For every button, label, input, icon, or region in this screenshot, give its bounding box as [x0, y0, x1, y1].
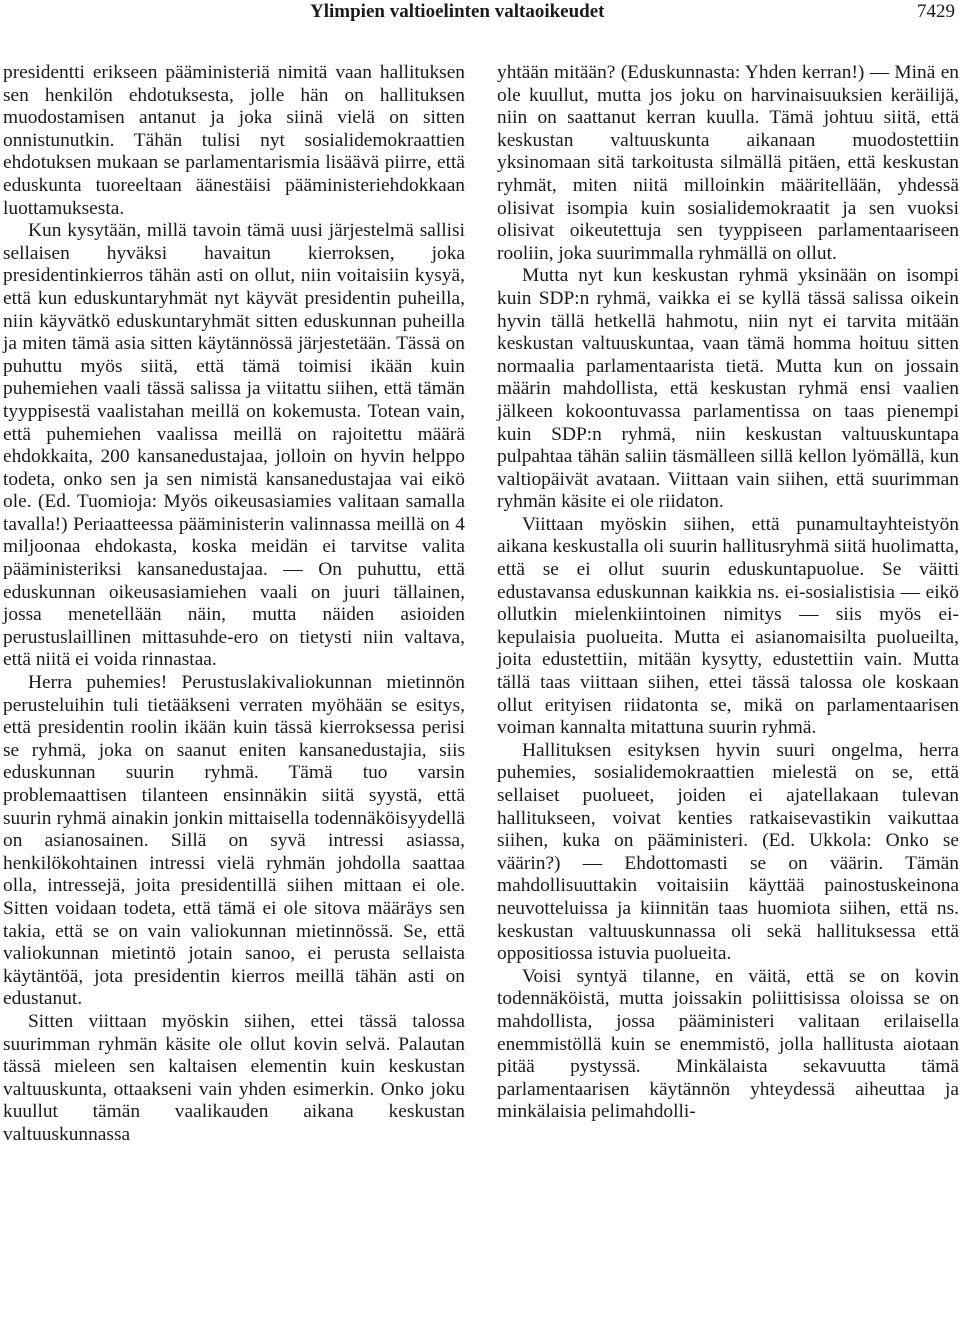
- paragraph: presidentti erikseen pääministeriä nimitä vaan hallituksen sen henkilön ehdotuksesta, jolle hän on hallituksen muodostamisen antanut ja joka siinä vielä on sitten onnistunutkin. Tähän tulisi nyt sosialidemokraattien ehdotuksen mukaan se parlamentarismia lisäävä piirre, että eduskunta tuoreeltaan äänestäisi pääministeriehdokkaan luottamuksesta.: [3, 62, 465, 219]
- page-number: 7429: [917, 1, 955, 22]
- right-column: [497, 62, 959, 1124]
- paragraph: Mutta nyt kun keskustan ryhmä yksinään on isompi kuin SDP:n ryhmä, vaikka ei se kyllä tässä salissa oikein hyvin tällä hetkellä hahmotu, niin nyt ei tarvita mitään keskustan valtuuskuntaa, vaan tämä homma hoituu sitten normaalia parlamentaarista tietä. Mutta kun on jossain määrin mahdollista, että keskustan ryhmä ensi vaalien jälkeen kokoontuvassa parlamentissa on taas pienempi kuin SDP:n ryhmä, niin keskustan valtuuskuntapa pulpahtaa tähän saliin täsmälleen sillä kellon lyömällä, kun valtiopäivät avataan. Viittaan vain siihen, että suurimman ryhmän käsite ei ole riidaton.: [497, 265, 959, 513]
- paragraph: Hallituksen esityksen hyvin suuri ongelma, herra puhemies, sosialidemokraattien mielestä on se, että sellaiset puolueet, joiden ei ajatellakaan tulevan hallitukseen, voivat kenties ratkaisevastikin vaikuttaa siihen, kuka on pääministeri. (Ed. Ukkola: Onko se väärin?) — Ehdottomasti se on väärin. Tämän mahdollisuuttakin voitaisiin käyttää painostuskeinona neuvotteluissa ja kiinnitän taas huomiota siihen, että ns. keskustan valtuuskunnassa oli sekä hallituksessa että oppositiossa istuvia puolueita.: [497, 739, 959, 965]
- paragraph: yhtään mitään? (Eduskunnasta: Yhden kerran!) — Minä en ole kuullut, mutta jos joku on harvinaisuuksien keräilijä, niin on saattanut kerran kuulla. Tämä johtuu siitä, että keskustan valtuuskunta aikanaan muodostettiin yksinomaan sitä tarkoitusta silmällä pitäen, että keskustan ryhmät, miten niitä milloinkin määritellään, yhdessä olisivat isompia kuin sosialidemokraatit ja sen vuoksi olisivat oikeutettuja sen tyyppiseen parlamentaariseen rooliin, joka suurimmalla ryhmällä on ollut.: [497, 62, 959, 264]
- running-title: Ylimpien valtioelinten valtaoikeudet: [310, 1, 605, 22]
- paragraph: Viittaan myöskin siihen, että punamultayhteistyön aikana keskustalla oli suurin hallitusryhmä siitä huolimatta, että se ei ollut suurin eduskuntapuolue. Se väitti edustavansa eduskunnan kaikkia ns. ei-sosialistisia — eikö ollutkin mielenkiintoinen nimitys — siis myös ei-kepulaisia puolueita. Mutta ei asianomaisilta puolueilta, joita edustettiin, mitään kysytty, edustettiin vain. Mutta tällä taas viittaan siihen, ettei tässä talossa ole koskaan ollut erityisen riidatonta se, mikä on parlamentaarisen voiman kannalta mitattuna suurin ryhmä.: [497, 513, 959, 739]
- paragraph: Voisi syntyä tilanne, en väitä, että se on kovin todennäköistä, mutta joissakin poliittisissa oloissa se on mahdollista, jossa pääministeri valitaan erilaisella enemmistöllä kuin se enemmistö, jolla hallitusta aiotaan pitää pystyssä. Minkälaista sekavuutta tämä parlamentaarisen käytännön yhteydessä aiheuttaa ja minkälaisia pelimahdolli-: [497, 965, 959, 1123]
- paragraph: Sitten viittaan myöskin siihen, ettei tässä talossa suurimman ryhmän käsite ole ollut kovin selvä. Palautan tässä mieleen sen kaltaisen elementin kuin keskustan valtuuskunta, ottaakseni vain yhden esimerkin. Onko joku kuullut tämän vaalikauden aikana keskustan valtuuskunnassa: [3, 1010, 465, 1145]
- paragraph: Herra puhemies! Perustuslakivaliokunnan mietinnön perusteluihin tuli tietääkseni verraten myöhään se esitys, että presidentin roolin ikään kuin tässä kierroksessa perisi se ryhmä, joka on saanut eniten kansanedustajia, siis eduskunnan suurin ryhmä. Tämä tuo varsin problemaattisen tilanteen ensinnäkin siitä syystä, että suurin ryhmä ainakin jonkin mittaisella todennäköisyydellä on asianosainen. Sillä on syvä intressi asiassa, henkilökohtainen intressi vielä ryhmän johdolla saattaa olla, intressejä, joita presidentillä siihen mittaan ei ole. Sitten voidaan todeta, että tämä ei ole sitova määräys sen takia, että se on vain valiokunnan mietinnössä. Se, että valiokunnan mietintö jotain sanoo, ei perusta sellaista käytäntöä, jota presidentin kierros meillä tähän asti on edustanut.: [3, 672, 465, 1010]
- left-column: [3, 62, 465, 1147]
- paragraph: Kun kysytään, millä tavoin tämä uusi järjestelmä sallisi sellaisen hyväksi havaitun kierroksen, joka presidentinkierros tähän asti on ollut, niin voitaisiin kysyä, että kun eduskuntaryhmät nyt käyvät presidentin puheilla, niin käyvätkö eduskuntaryhmät sitten eduskunnan puheilla ja miten tämä asia sitten käytännössä järjestetään. Tässä on puhuttu myös siitä, että tämä toimisi ikään kuin puhemiehen vaali tässä salissa ja viitattu siihen, että tämän tyyppisestä vaalistahan meillä on kokemusta. Totean vain, että puhemiehen vaalissa meillä on rajoitettu määrä ehdokkaita, 200 kansanedustajaa, jolloin on hyvin helppo todeta, onko sen ja sen nimistä kansanedustajaa vai eikö ole. (Ed. Tuomioja: Myös oikeusasiamies valitaan samalla tavalla!) Periaatteessa pääministerin valinnassa meillä on 4 miljoonaa ehdokasta, koska meidän ei tarvitse valita pääministeriksi kansanedustajaa. — On puhuttu, että eduskunnan oikeusasiamiehen vaali on juuri tällainen, jossa menetellään näin, mutta näiden asioiden perustuslaillinen mittasuhde-ero on tietysti niin valtava, että niitä ei voida rinnastaa.: [3, 220, 465, 671]
- running-header: [0, 0, 960, 34]
